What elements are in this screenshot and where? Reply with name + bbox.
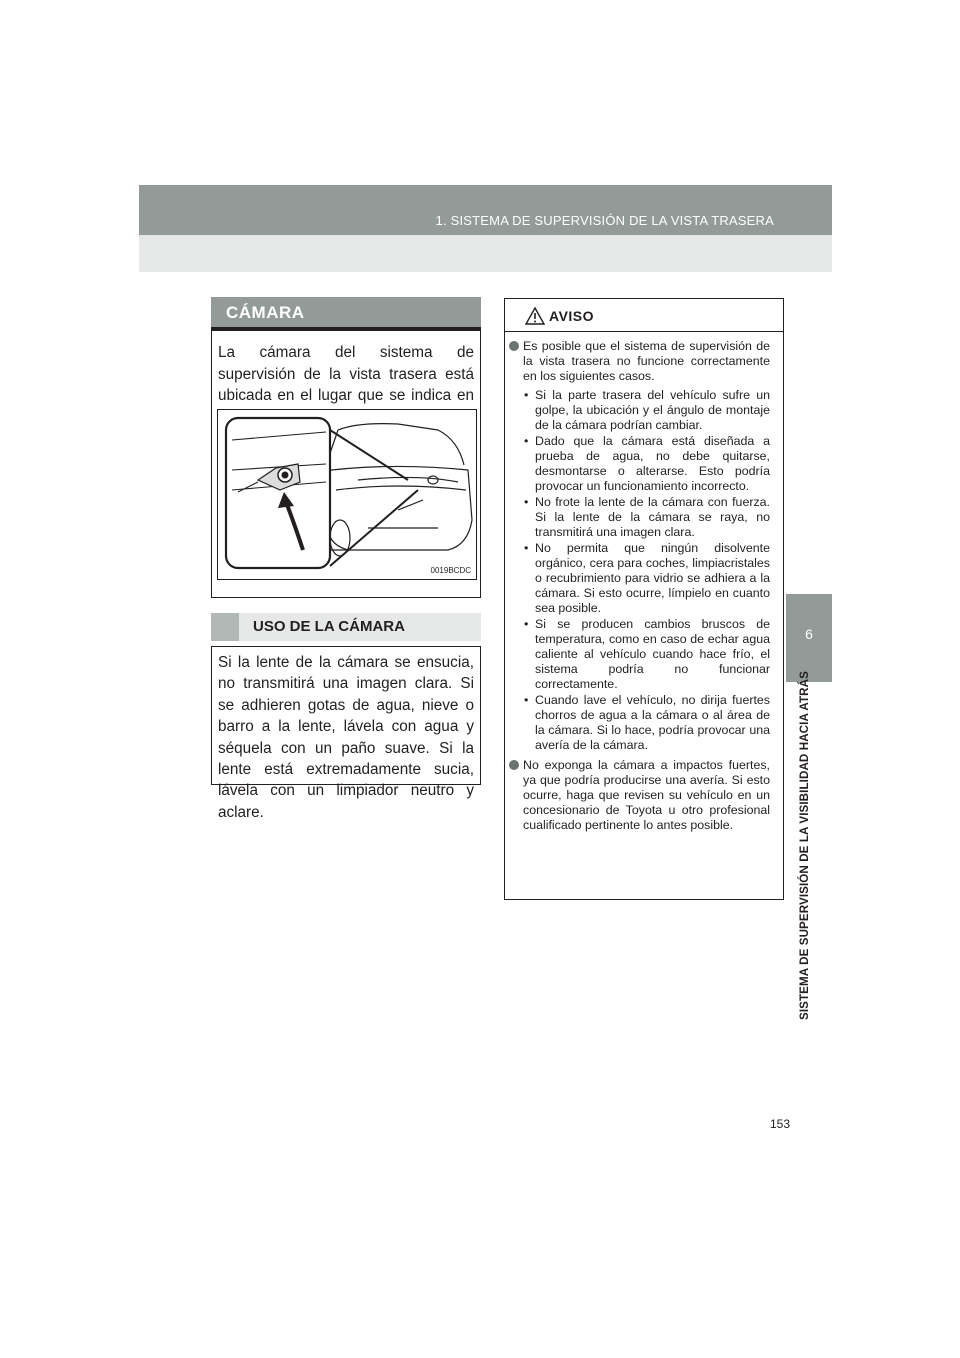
warning-subitem-text: Si la parte trasera del vehículo sufre un golpe, la ubicación y el ángulo de montaje de la cámara podrían cambiar. xyxy=(535,388,770,432)
chapter-title: SISTEMA DE SUPERVISIÓN DE LA VISIBILIDAD HACIA ATRÁS xyxy=(798,671,811,1020)
chapter-tab xyxy=(786,594,832,682)
car-rear-drawing xyxy=(218,410,476,579)
warning-subitem-text: No frote la lente de la cámara con fuerza. Si la lente de la cámara se raya, no transmitirá una imagen clara. xyxy=(535,495,770,539)
header-subband xyxy=(139,235,832,272)
uso-heading: USO DE LA CÁMARA xyxy=(253,618,405,635)
bullet-dot-icon xyxy=(509,760,519,770)
chapter-number: 6 xyxy=(805,626,813,642)
warning-subitem: • Cuando lave el vehículo, no dirija fuertes chorros de agua a la cámara o al área de la cámara. Si lo hace, podría provocar una avería de la cámara. xyxy=(524,693,770,752)
camera-location-illustration xyxy=(217,409,477,580)
camara-text: La cámara del sistema de supervisión de la vista trasera está ubicada en el lugar que se indica en xyxy=(218,344,474,404)
warning-box xyxy=(504,298,784,900)
warning-title-bar xyxy=(505,299,783,332)
header-band xyxy=(139,185,832,235)
warning-subitem-text: No permita que ningún disolvente orgánico, cera para coches, limpiacristales o recubrimiento para vidrio se adhiera a la cámara. Si esto ocurre, límpielo en cuanto sea posible. xyxy=(535,541,770,615)
heading-square xyxy=(211,613,239,641)
warning-subitem: • No frote la lente de la cámara con fuerza. Si la lente de la cámara se raya, no transmitirá una imagen clara. xyxy=(524,495,770,539)
warning-subitem: • Dado que la cámara está diseñada a prueba de agua, no debe quitarse, desmontarse o alterarse. Esto podría provocar un funcionamiento incorrecto. xyxy=(524,434,770,493)
figure-code: 0019BCDC xyxy=(430,566,471,575)
warning-bullet-text: No exponga la cámara a impactos fuertes, ya que podría producirse una avería. Si esto ocurre, haga que revisen su vehículo en un concesionario de Toyota u otro profesional cualificado pertinente lo antes posible. xyxy=(523,758,770,832)
section-title: 1. SISTEMA DE SUPERVISIÓN DE LA VISTA TRASERA xyxy=(435,213,774,228)
warning-subitem: • Si se producen cambios bruscos de temperatura, como en caso de echar agua caliente al vehículo cuando hace frío, el sistema podría no funcionar correctamente. xyxy=(524,617,770,691)
warning-subitem: • No permita que ningún disolvente orgánico, cera para coches, limpiacristales o recubrimiento para vidrio se adhiera a la cámara. Si esto ocurre, límpielo en cuanto sea posible. xyxy=(524,541,770,615)
bullet-dot-icon xyxy=(509,341,519,351)
warning-subitem-text: Cuando lave el vehículo, no dirija fuertes chorros de agua a la cámara o al área de la cámara. Si lo hace, podría provocar una avería de la cámara. xyxy=(535,693,770,752)
warning-subitem-text: Dado que la cámara está diseñada a prueba de agua, no debe quitarse, desmontarse o alterarse. Esto podría provocar un funcionamiento incorrecto. xyxy=(535,434,770,493)
warning-bullet-text: Es posible que el sistema de supervisión de la vista trasera no funcione correctamente en los siguientes casos. xyxy=(523,339,770,383)
page-number: 153 xyxy=(769,1117,790,1131)
camara-heading-bar xyxy=(211,297,481,327)
uso-box xyxy=(211,646,481,821)
camara-heading: CÁMARA xyxy=(226,303,305,322)
warning-subitem-text: Si se producen cambios bruscos de temperatura, como en caso de echar agua caliente al vehículo cuando hace frío, el sistema podría no funcionar correctamente. xyxy=(535,617,770,691)
warning-subitem: • Si la parte trasera del vehículo sufre un golpe, la ubicación y el ángulo de montaje de la cámara podrían cambiar. xyxy=(524,388,770,432)
warning-bullet xyxy=(505,339,783,384)
uso-heading-bar xyxy=(211,613,481,641)
warning-title: AVISO xyxy=(549,308,595,324)
warning-body xyxy=(505,339,783,837)
warning-icon xyxy=(525,307,545,325)
uso-text: Si la lente de la cámara se ensucia, no transmitirá una imagen clara. Si se adhieren gotas de agua, nieve o barro a la lente, lávela con agua y séquela con un paño suave. Si la lente está extremadamente sucia, lávela con un limpiador neutro y aclare. xyxy=(218,654,474,821)
side-tab-top xyxy=(786,185,832,235)
warning-bullet xyxy=(505,758,783,833)
chapter-side-label xyxy=(796,671,816,1020)
